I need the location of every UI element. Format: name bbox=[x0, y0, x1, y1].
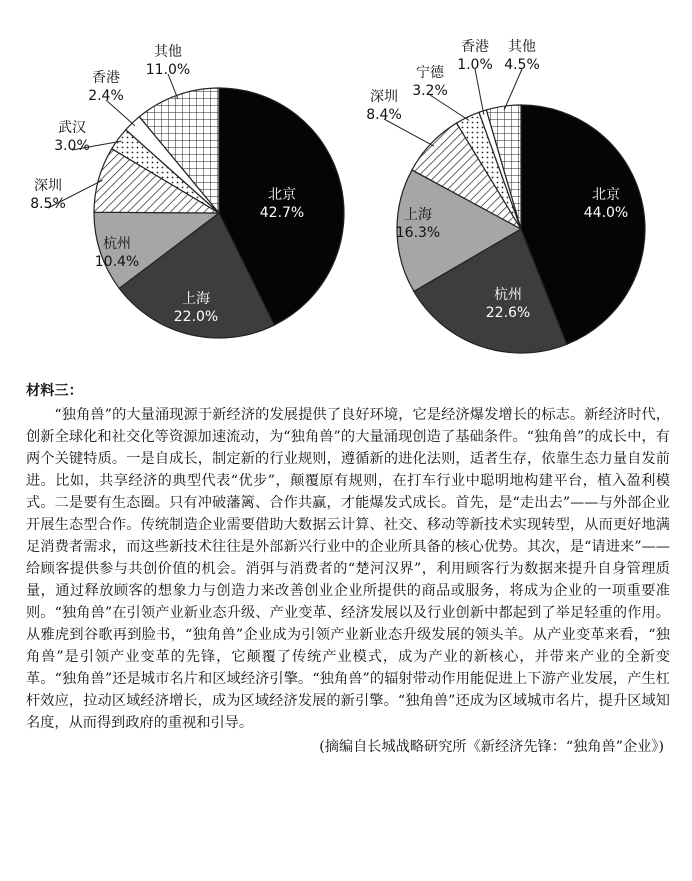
pie-label-percent: 1.0% bbox=[457, 57, 493, 73]
pie-label-percent: 16.3% bbox=[395, 225, 441, 241]
pie-label-city: 深圳 bbox=[34, 178, 62, 194]
pie-label-city: 北京 bbox=[268, 187, 296, 203]
pie-label-percent: 11.0% bbox=[145, 62, 191, 78]
pie-label-percent: 42.7% bbox=[259, 205, 305, 221]
pie-label-percent: 22.6% bbox=[485, 305, 531, 321]
pie-label-city: 深圳 bbox=[370, 89, 398, 105]
pie-label-percent: 4.5% bbox=[504, 57, 540, 73]
pie-label-percent: 3.0% bbox=[54, 138, 90, 154]
leader-line-其他 bbox=[504, 69, 522, 110]
pie-label-city: 宁德 bbox=[416, 65, 444, 81]
pie-label-percent: 10.4% bbox=[94, 254, 140, 270]
pie-label-percent: 22.0% bbox=[173, 309, 219, 325]
material-section bbox=[26, 380, 670, 758]
pie-label-percent: 3.2% bbox=[412, 83, 448, 99]
pie-label-city: 香港 bbox=[92, 70, 120, 86]
pie-label-city: 上海 bbox=[404, 207, 432, 223]
pie-label-percent: 44.0% bbox=[583, 205, 629, 221]
pie-label-city: 杭州 bbox=[103, 236, 131, 252]
leader-line-香港 bbox=[475, 69, 484, 115]
pie-charts-area bbox=[0, 0, 692, 375]
leader-line-深圳 bbox=[384, 119, 434, 146]
pie-label-city: 其他 bbox=[154, 44, 182, 60]
pie-label-city: 上海 bbox=[182, 291, 210, 307]
pie-label-city: 其他 bbox=[508, 39, 536, 55]
pie-label-city: 北京 bbox=[592, 187, 620, 203]
pie-label-city: 杭州 bbox=[494, 287, 522, 303]
pie-label-city: 香港 bbox=[461, 39, 489, 55]
pie-label-percent: 8.5% bbox=[30, 196, 66, 212]
pie-label-percent: 2.4% bbox=[88, 88, 124, 104]
pie-chart-1 bbox=[30, 44, 344, 338]
material-body: “独角兽”的大量涌现源于新经济的发展提供了良好环境，它是经济爆发增长的标志。新经济时代，创新全球化和社交化等资源加速流动，为“独角兽”的大量涌现创造了基础条件。“独角兽”的成长中，有两个关键特质。一是自成长，制定新的行业规则，遵循新的进化法则，适者生存，依靠生态力量自发前进。比如，共享经济的典型代表“优步”，颠覆原有规则，在打车行业中聪明地构建平台，植入盈利模式。二是要有生态圈。只有冲破藩篱、合作共赢，才能爆发式成长。首先，是“走出去”——与外部企业开展生态型合作。传统制造企业需要借助大数据云计算、社交、移动等新技术实现转型，从而更好地满足消费者需求，而这些新技术往往是外部新兴行业中的企业所具备的核心优势。其次，是“请进来”——给顾客提供参与共创价值的机会。消弭与消费者的“楚河汉界”，利用顾客行为数据来提升自身管理质量，通过释放顾客的想象力与创造力来改善创业企业所提供的商品或服务，将成为企业的一项重要准则。“独角兽”在引领产业新业态升级、产业变革、经济发展以及行业创新中都起到了举足轻重的作用。从雅虎到谷歌再到脸书，“独角兽”企业成为引领产业新业态升级发展的领头羊。从产业变革来看，“独角兽”是引领产业变革的先锋，它颠覆了传统产业模式，成为产业的新核心，并带来产业的全新变革。“独角兽”还是城市名片和区域经济引擎。“独角兽”的辐射带动作用能促进上下游产业发展，产生杠杆效应，拉动区域经济增长，成为区域经济发展的新引擎。“独角兽”还成为区域城市名片，提升区域知名度，从而得到政府的重视和引导。 bbox=[26, 407, 670, 731]
material-title: 材料三： bbox=[26, 383, 83, 399]
pie-charts-svg bbox=[0, 0, 692, 375]
pie-label-city: 武汉 bbox=[58, 120, 86, 136]
material-source: (摘编自长城战略研究所《新经济先锋：“独角兽”企业》) bbox=[319, 739, 664, 755]
pie-label-percent: 8.4% bbox=[366, 107, 402, 123]
pie-chart-2 bbox=[366, 39, 645, 353]
